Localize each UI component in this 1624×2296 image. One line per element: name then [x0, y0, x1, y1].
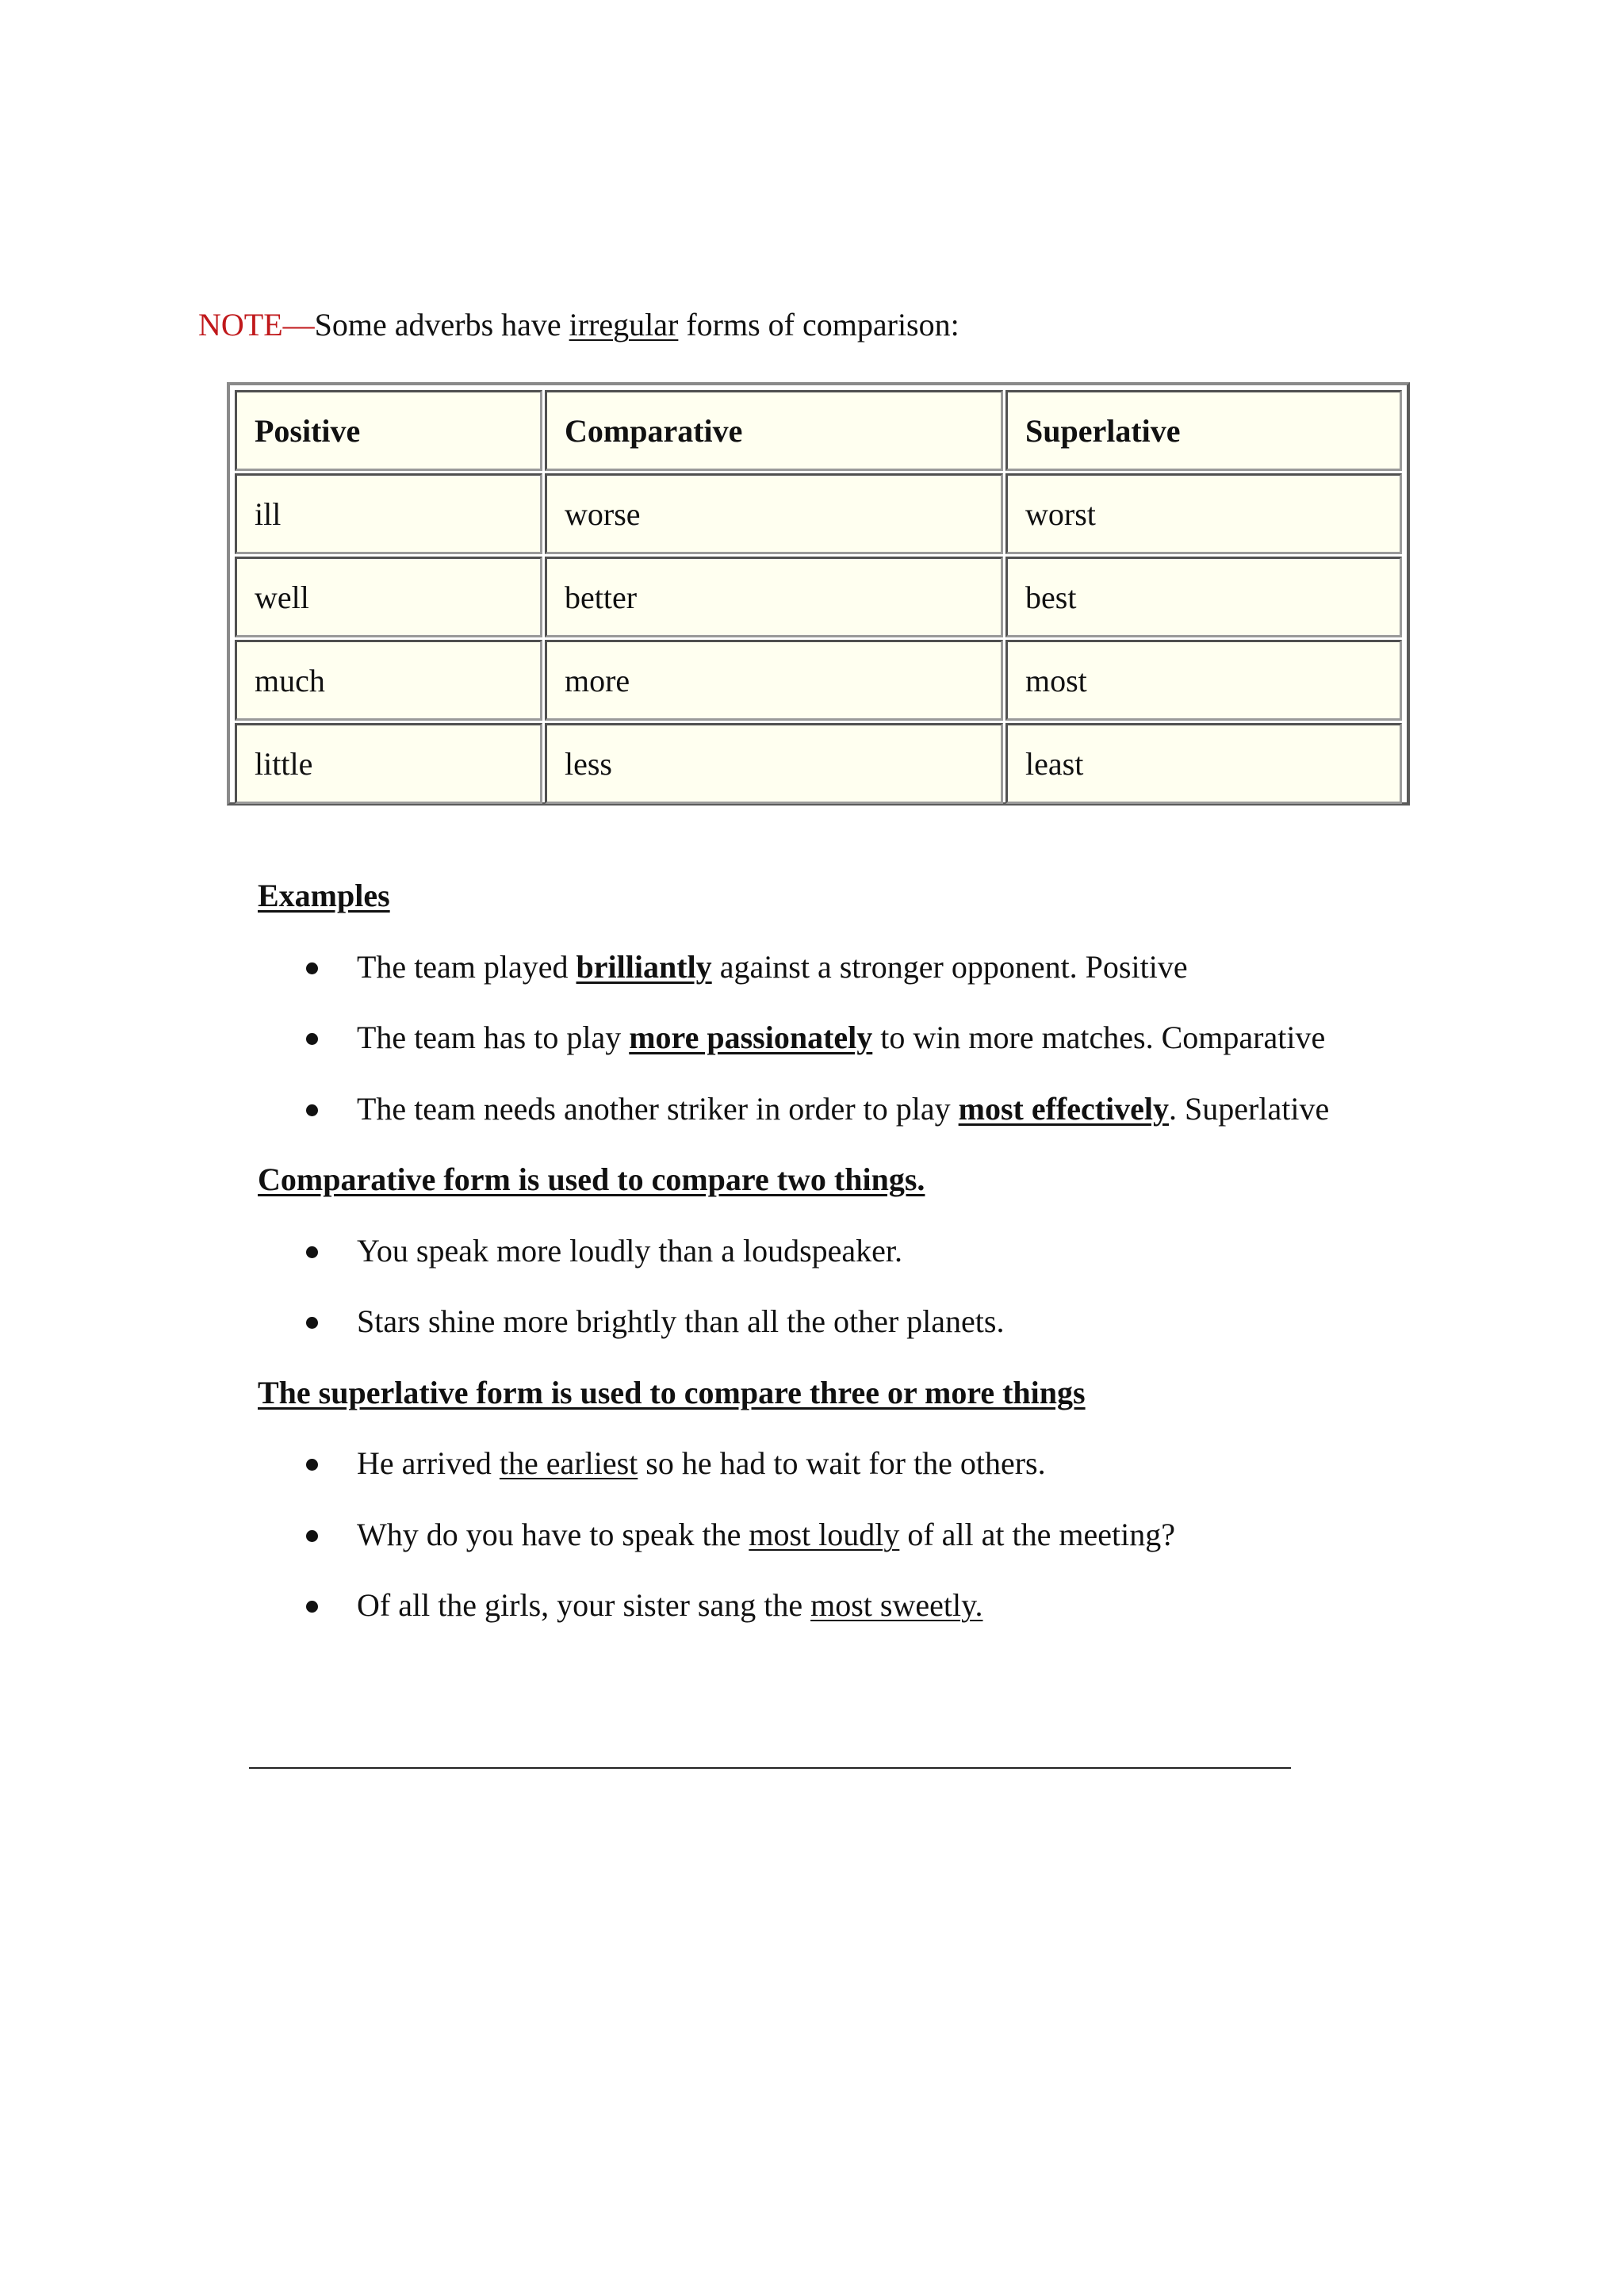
- table-cell: worse: [545, 473, 1003, 554]
- examples-heading: Examples: [258, 878, 390, 913]
- superlative-underlined: most loudly: [749, 1517, 900, 1552]
- table-cell: best: [1005, 557, 1402, 637]
- superlative-text: Of all the girls, your sister sang the: [357, 1587, 811, 1623]
- header-positive: Positive: [235, 390, 542, 471]
- comparative-example: Stars shine more brightly than all the other planets.: [357, 1303, 1005, 1339]
- bullet-icon: [306, 1246, 318, 1258]
- table-cell: most: [1005, 640, 1402, 721]
- superlative-text: of all at the meeting?: [899, 1517, 1175, 1552]
- bullet-icon: [306, 1459, 318, 1471]
- superlative-underlined: the earliest: [499, 1445, 638, 1481]
- superlative-text: Why do you have to speak the: [357, 1517, 749, 1552]
- table-row: [235, 723, 1402, 804]
- table-header-row: [235, 390, 1402, 471]
- example-text: The team played: [357, 949, 576, 985]
- example-emphasis: brilliantly: [576, 949, 712, 985]
- table-cell: more: [545, 640, 1003, 721]
- comparative-heading: Comparative form is used to compare two things.: [258, 1161, 925, 1197]
- note-label: NOTE—: [198, 307, 315, 342]
- note-text-after: forms of comparison:: [678, 307, 959, 342]
- table-row: [235, 473, 1402, 554]
- example-text: to win more matches. Comparative: [872, 1020, 1326, 1055]
- table-cell: little: [235, 723, 542, 804]
- example-text: against a stronger opponent. Positive: [711, 949, 1188, 985]
- bullet-icon: [306, 1601, 318, 1613]
- bullet-icon: [306, 1104, 318, 1116]
- superlative-text: He arrived: [357, 1445, 500, 1481]
- bullet-icon: [306, 1033, 318, 1045]
- bullet-icon: [306, 1317, 318, 1329]
- horizontal-rule: [249, 1767, 1291, 1769]
- example-emphasis: most effectively: [958, 1091, 1170, 1127]
- example-text: The team needs another striker in order to play: [357, 1091, 959, 1127]
- table-cell: least: [1005, 723, 1402, 804]
- superlative-heading: The superlative form is used to compare three or more things: [258, 1375, 1086, 1410]
- superlative-text: so he had to wait for the others.: [638, 1445, 1046, 1481]
- table-cell: well: [235, 557, 542, 637]
- forms-table: [232, 388, 1404, 806]
- superlative-underlined: most sweetly.: [810, 1587, 983, 1623]
- table-cell: worst: [1005, 473, 1402, 554]
- table-cell: ill: [235, 473, 542, 554]
- table-cell: better: [545, 557, 1003, 637]
- note-line: [198, 304, 959, 346]
- header-comparative: Comparative: [545, 390, 1003, 471]
- bullet-icon: [306, 1530, 318, 1542]
- irregular-forms-table: [227, 382, 1410, 806]
- example-text: . Superlative: [1169, 1091, 1330, 1127]
- note-text-before: Some adverbs have: [314, 307, 569, 342]
- table-cell: much: [235, 640, 542, 721]
- comparative-example: You speak more loudly than a loudspeaker.: [357, 1233, 903, 1269]
- table-row: [235, 640, 1402, 721]
- header-superlative: Superlative: [1005, 390, 1402, 471]
- bullet-icon: [306, 962, 318, 974]
- example-emphasis: more passionately: [629, 1020, 873, 1055]
- table-cell: less: [545, 723, 1003, 804]
- note-underlined-word: irregular: [569, 307, 679, 342]
- example-text: The team has to play: [357, 1020, 630, 1055]
- table-row: [235, 557, 1402, 637]
